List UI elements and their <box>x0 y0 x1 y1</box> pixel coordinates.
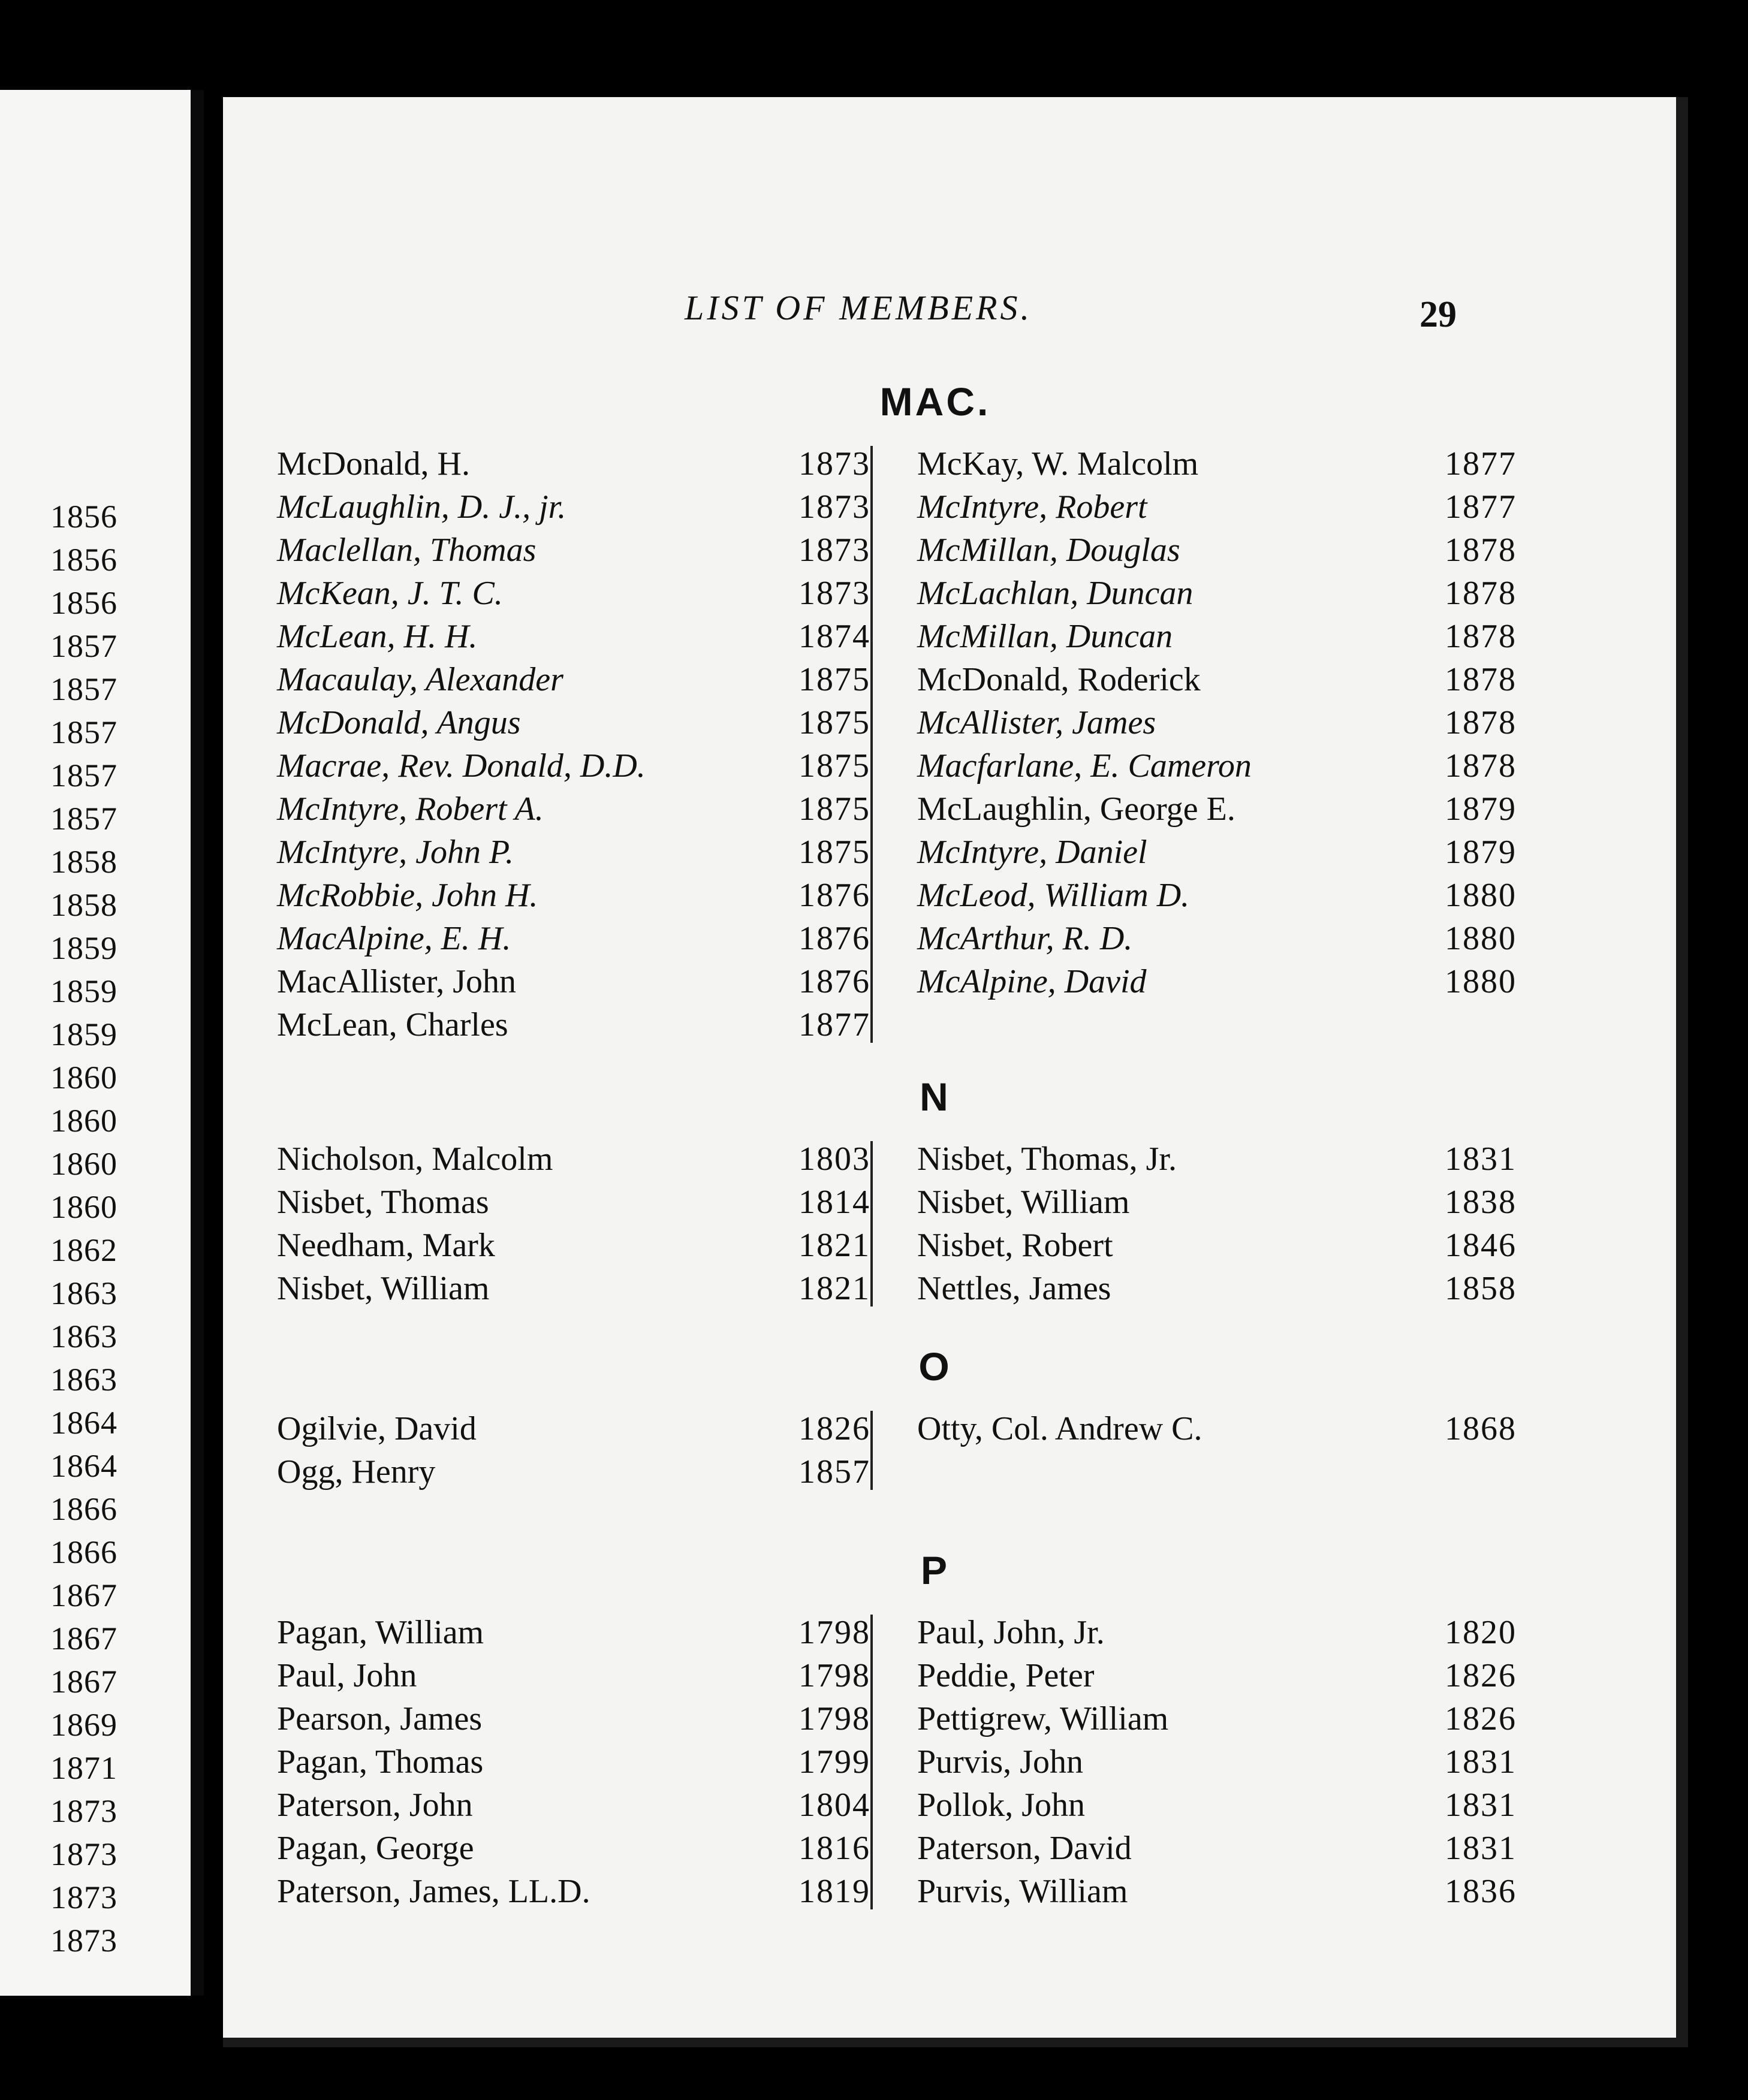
member-entry <box>917 1827 1517 1870</box>
member-year: 1874 <box>798 618 870 655</box>
member-name: McDonald, Roderick <box>917 661 1201 698</box>
left-page-year: 1863 <box>50 1362 117 1398</box>
member-name: McLaughlin, George E. <box>917 790 1235 828</box>
member-entry <box>277 1654 870 1697</box>
left-page-year: 1873 <box>50 1836 117 1872</box>
member-year: 1846 <box>1445 1227 1517 1264</box>
member-name: Nisbet, Thomas, Jr. <box>917 1140 1177 1178</box>
member-entry <box>277 874 870 917</box>
member-name: Purvis, William <box>917 1873 1128 1910</box>
member-entry <box>277 831 870 874</box>
member-entry <box>277 744 870 787</box>
member-year: 1875 <box>798 747 870 785</box>
member-entry <box>277 485 870 529</box>
left-page-year: 1867 <box>50 1621 117 1657</box>
left-page-year: 1860 <box>50 1103 117 1139</box>
member-name: Nisbet, William <box>277 1270 490 1307</box>
member-entry <box>917 1267 1517 1310</box>
member-year: 1831 <box>1445 1140 1517 1178</box>
member-name: McAllister, James <box>917 704 1156 741</box>
left-page-year: 1864 <box>50 1405 117 1441</box>
left-page-year: 1857 <box>50 758 117 793</box>
member-name: McDonald, Angus <box>277 704 521 741</box>
member-entry <box>917 615 1517 658</box>
member-year: 1820 <box>1445 1614 1517 1651</box>
left-page-year: 1857 <box>50 714 117 750</box>
member-entry <box>277 1611 870 1654</box>
member-entry <box>277 1138 870 1181</box>
section-heading: N <box>920 1075 951 1119</box>
member-name: Paul, John <box>277 1657 417 1694</box>
member-year: 1857 <box>798 1453 870 1490</box>
member-year: 1879 <box>1445 790 1517 828</box>
member-name: McIntyre, Robert A. <box>277 790 544 828</box>
member-entry <box>917 442 1517 485</box>
member-year: 1831 <box>1445 1787 1517 1824</box>
member-name: Macrae, Rev. Donald, D.D. <box>277 747 646 785</box>
member-year: 1804 <box>798 1787 870 1824</box>
member-year: 1876 <box>798 920 870 957</box>
member-name: Pagan, George <box>277 1830 474 1867</box>
member-entry <box>917 787 1517 831</box>
member-year: 1814 <box>798 1184 870 1221</box>
left-page-year: 1873 <box>50 1793 117 1829</box>
member-entry <box>917 874 1517 917</box>
member-entry <box>917 485 1517 529</box>
column-divider <box>870 446 873 1043</box>
member-name: McIntyre, Daniel <box>917 834 1147 871</box>
member-name: MacAlpine, E. H. <box>277 920 511 957</box>
member-entry <box>277 615 870 658</box>
member-name: Purvis, John <box>917 1743 1083 1781</box>
member-entry <box>277 1224 870 1267</box>
member-entry <box>917 1740 1517 1784</box>
member-year: 1873 <box>798 445 870 482</box>
member-name: MacAllister, John <box>277 963 517 1000</box>
member-entry <box>277 960 870 1003</box>
member-year: 1878 <box>1445 575 1517 612</box>
section-heading: O <box>918 1344 952 1389</box>
left-page-year: 1858 <box>50 844 117 880</box>
member-name: Paul, John, Jr. <box>917 1614 1105 1651</box>
member-year: 1880 <box>1445 920 1517 957</box>
member-entry <box>277 658 870 701</box>
member-name: Pollok, John <box>917 1787 1086 1824</box>
left-page-year: 1857 <box>50 671 117 707</box>
left-column <box>277 442 870 1046</box>
member-year: 1868 <box>1445 1410 1517 1447</box>
member-name: Paterson, John <box>277 1787 473 1824</box>
member-name: Ogilvie, David <box>277 1410 477 1447</box>
left-column <box>277 1407 870 1493</box>
member-entry <box>917 572 1517 615</box>
member-name: Maclellan, Thomas <box>277 532 537 569</box>
member-name: Nisbet, Robert <box>917 1227 1113 1264</box>
member-name: McMillan, Douglas <box>917 532 1180 569</box>
member-year: 1875 <box>798 704 870 741</box>
left-page-year: 1859 <box>50 1016 117 1052</box>
member-year: 1873 <box>798 488 870 526</box>
left-page-year: 1867 <box>50 1664 117 1700</box>
member-entry <box>277 1827 870 1870</box>
member-year: 1875 <box>798 834 870 871</box>
member-entry <box>917 1654 1517 1697</box>
member-entry <box>277 1697 870 1740</box>
member-name: Peddie, Peter <box>917 1657 1095 1694</box>
member-name: Nisbet, William <box>917 1184 1130 1221</box>
member-name: Pettigrew, William <box>917 1700 1169 1737</box>
member-name: Paterson, James, LL.D. <box>277 1873 590 1910</box>
left-page-year: 1857 <box>50 628 117 664</box>
member-name: McLeod, William D. <box>917 877 1190 914</box>
column-divider <box>870 1411 873 1490</box>
member-year: 1876 <box>798 963 870 1000</box>
member-entry <box>277 572 870 615</box>
left-page-year: 1873 <box>50 1923 117 1959</box>
section-heading: P <box>920 1548 950 1592</box>
member-year: 1819 <box>798 1873 870 1910</box>
member-name: McMillan, Duncan <box>917 618 1173 655</box>
member-year: 1875 <box>798 661 870 698</box>
member-year: 1877 <box>1445 445 1517 482</box>
member-name: Paterson, David <box>917 1830 1132 1867</box>
member-name: McKean, J. T. C. <box>277 575 503 612</box>
member-year: 1826 <box>1445 1700 1517 1737</box>
page-header <box>223 288 1676 342</box>
left-page-year: 1860 <box>50 1146 117 1182</box>
member-name: Nettles, James <box>917 1270 1111 1307</box>
member-entry <box>917 917 1517 960</box>
member-entry <box>277 1181 870 1224</box>
right-column <box>917 1138 1517 1310</box>
member-name: McLachlan, Duncan <box>917 575 1194 612</box>
member-name: Macfarlane, E. Cameron <box>917 747 1252 785</box>
left-column <box>277 1138 870 1310</box>
member-year: 1858 <box>1445 1270 1517 1307</box>
member-name: McDonald, H. <box>277 445 470 482</box>
member-year: 1878 <box>1445 747 1517 785</box>
member-name: Pagan, William <box>277 1614 484 1651</box>
member-year: 1838 <box>1445 1184 1517 1221</box>
member-name: Pearson, James <box>277 1700 483 1737</box>
member-name: McArthur, R. D. <box>917 920 1133 957</box>
member-year: 1831 <box>1445 1830 1517 1867</box>
member-name: McIntyre, Robert <box>917 488 1147 526</box>
left-page-year: 1863 <box>50 1275 117 1311</box>
member-entry <box>277 1870 870 1913</box>
member-entry <box>917 744 1517 787</box>
member-year: 1873 <box>798 575 870 612</box>
member-year: 1877 <box>1445 488 1517 526</box>
member-name: McLaughlin, D. J., jr. <box>277 488 566 526</box>
member-entry <box>277 1003 870 1046</box>
left-page-year: 1860 <box>50 1189 117 1225</box>
member-year: 1803 <box>798 1140 870 1178</box>
left-page-edge <box>0 90 204 1996</box>
member-year: 1799 <box>798 1743 870 1781</box>
member-entry <box>277 1784 870 1827</box>
member-year: 1877 <box>798 1006 870 1043</box>
left-page-year: 1866 <box>50 1534 117 1570</box>
left-page-years <box>50 495 170 1962</box>
left-page-year: 1862 <box>50 1232 117 1268</box>
member-entry <box>917 831 1517 874</box>
member-entry <box>277 701 870 744</box>
left-page-year: 1857 <box>50 801 117 837</box>
member-year: 1821 <box>798 1227 870 1264</box>
member-year: 1836 <box>1445 1873 1517 1910</box>
member-name: McLean, Charles <box>277 1006 508 1043</box>
member-year: 1798 <box>798 1700 870 1737</box>
book-page <box>223 97 1688 2047</box>
left-page-year: 1856 <box>50 499 117 535</box>
member-entry <box>917 1784 1517 1827</box>
member-entry <box>917 1224 1517 1267</box>
page-number: 29 <box>1420 294 1457 335</box>
member-entry <box>917 1697 1517 1740</box>
member-year: 1878 <box>1445 618 1517 655</box>
column-divider <box>870 1141 873 1307</box>
left-page-year: 1867 <box>50 1577 117 1613</box>
member-name: McIntyre, John P. <box>277 834 514 871</box>
member-year: 1873 <box>798 532 870 569</box>
member-name: Needham, Mark <box>277 1227 495 1264</box>
member-year: 1831 <box>1445 1743 1517 1781</box>
member-name: Macaulay, Alexander <box>277 661 563 698</box>
member-entry <box>277 787 870 831</box>
left-page-year: 1859 <box>50 973 117 1009</box>
right-column <box>917 1407 1517 1450</box>
member-name: Nisbet, Thomas <box>277 1184 489 1221</box>
section-heading: MAC. <box>879 379 991 424</box>
member-name: McLean, H. H. <box>277 618 478 655</box>
member-entry <box>277 917 870 960</box>
left-page-year: 1858 <box>50 887 117 923</box>
member-entry <box>917 658 1517 701</box>
member-entry <box>917 1870 1517 1913</box>
member-entry <box>277 442 870 485</box>
member-year: 1821 <box>798 1270 870 1307</box>
member-year: 1875 <box>798 790 870 828</box>
right-column <box>917 442 1517 1003</box>
member-entry <box>917 1407 1517 1450</box>
member-year: 1826 <box>798 1410 870 1447</box>
member-entry <box>277 1740 870 1784</box>
member-name: McAlpine, David <box>917 963 1147 1000</box>
member-name: Nicholson, Malcolm <box>277 1140 553 1178</box>
member-year: 1880 <box>1445 963 1517 1000</box>
member-year: 1798 <box>798 1614 870 1651</box>
page-title: LIST OF MEMBERS. <box>685 288 1032 327</box>
right-column <box>917 1611 1517 1913</box>
left-page-year: 1864 <box>50 1448 117 1484</box>
left-page-year: 1871 <box>50 1750 117 1786</box>
member-year: 1879 <box>1445 834 1517 871</box>
member-entry <box>277 1407 870 1450</box>
member-name: Otty, Col. Andrew C. <box>917 1410 1202 1447</box>
member-entry <box>277 1267 870 1310</box>
member-year: 1878 <box>1445 704 1517 741</box>
member-name: Pagan, Thomas <box>277 1743 484 1781</box>
left-page-year: 1856 <box>50 542 117 578</box>
member-name: McKay, W. Malcolm <box>917 445 1199 482</box>
left-page-year: 1859 <box>50 930 117 966</box>
member-year: 1816 <box>798 1830 870 1867</box>
member-entry <box>917 1611 1517 1654</box>
member-name: Ogg, Henry <box>277 1453 436 1490</box>
left-page-year: 1856 <box>50 585 117 621</box>
left-page-year: 1866 <box>50 1491 117 1527</box>
left-column <box>277 1611 870 1913</box>
column-divider <box>870 1615 873 1909</box>
member-entry <box>917 960 1517 1003</box>
member-entry <box>917 1138 1517 1181</box>
member-year: 1876 <box>798 877 870 914</box>
member-entry <box>277 529 870 572</box>
member-entry <box>917 529 1517 572</box>
member-year: 1880 <box>1445 877 1517 914</box>
left-page-year: 1860 <box>50 1060 117 1096</box>
member-year: 1826 <box>1445 1657 1517 1694</box>
member-year: 1798 <box>798 1657 870 1694</box>
member-entry <box>917 701 1517 744</box>
member-entry <box>277 1450 870 1493</box>
left-page-year: 1873 <box>50 1879 117 1915</box>
left-page-year: 1869 <box>50 1707 117 1743</box>
member-entry <box>917 1181 1517 1224</box>
member-year: 1878 <box>1445 661 1517 698</box>
left-page-year: 1863 <box>50 1318 117 1354</box>
member-year: 1878 <box>1445 532 1517 569</box>
member-name: McRobbie, John H. <box>277 877 538 914</box>
